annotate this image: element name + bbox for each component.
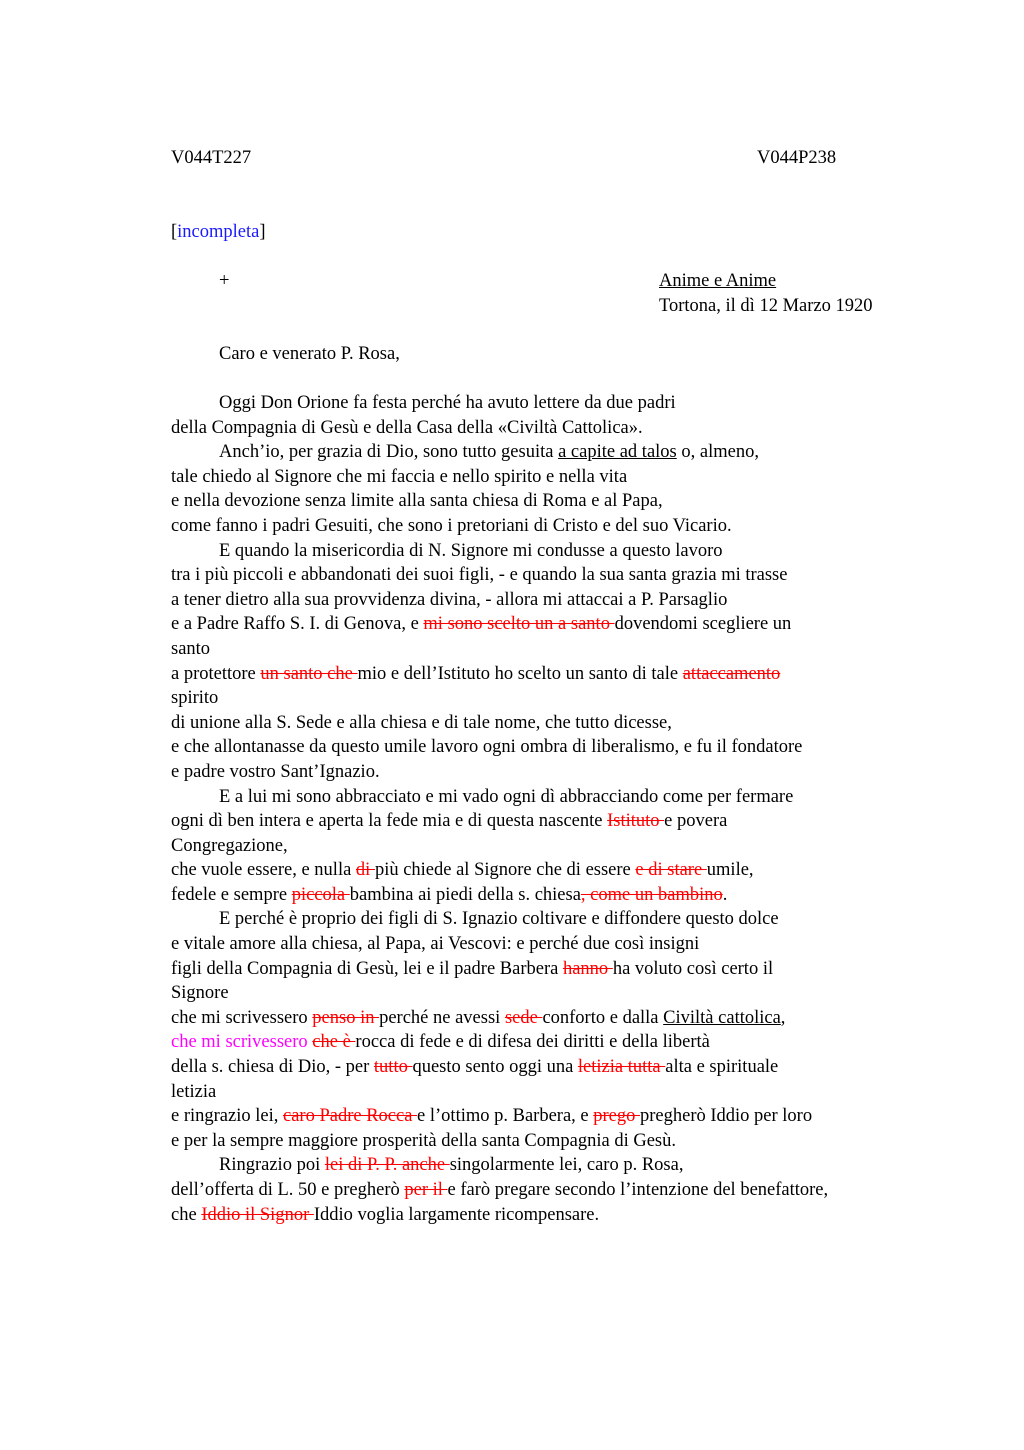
place-date: Tortona, il dì 12 Marzo 1920 (659, 295, 873, 316)
text-segment: bambina ai piedi della s. chiesa (349, 884, 581, 905)
deleted-text: Iddio il Signor (201, 1204, 314, 1225)
deleted-text: Istituto (607, 811, 665, 832)
text-segment: letizia (171, 1081, 217, 1102)
text-segment: che mi scrivessero (171, 1007, 313, 1028)
note-open-bracket: [ (171, 222, 178, 242)
letter-line (171, 588, 911, 613)
text-segment: e l’ottimo p. Barbera, e (417, 1106, 594, 1127)
inserted-text: che mi scrivessero (171, 1032, 313, 1053)
text-segment: Oggi Don Orione fa festa perché ha avuto lettere da due padri (219, 393, 676, 413)
deleted-text: caro Padre Rocca (282, 1106, 418, 1127)
deleted-text: sede (504, 1007, 543, 1028)
greeting: Caro e venerato P. Rosa, (219, 344, 400, 364)
letter-line (171, 686, 911, 711)
letter-line (171, 760, 911, 785)
text-segment: umile, (706, 860, 754, 881)
letter-body (171, 391, 911, 1227)
letter-line (171, 489, 911, 514)
text-segment: perché ne avessi (379, 1007, 505, 1028)
letter-header (659, 269, 872, 318)
letter-line (171, 932, 911, 957)
letter-line (171, 1104, 911, 1129)
letter-line (171, 514, 911, 539)
letter-line (171, 465, 911, 490)
text-segment: Ringrazio poi (219, 1155, 325, 1176)
text-segment: E a lui mi sono abbracciato e mi vado ogni dì abbracciando come per fermare (219, 786, 794, 807)
document-code-right: V044P238 (757, 148, 837, 168)
letter-line (171, 1006, 911, 1031)
letter-line (171, 785, 911, 810)
text-segment: della s. chiesa di Dio, - per (171, 1057, 374, 1078)
text-segment: Signore (171, 983, 229, 1004)
text-segment: a tener dietro alla sua provvidenza divina, - allora mi attaccai a P. Parsaglio (171, 589, 728, 610)
text-segment: conforto e dalla (542, 1007, 664, 1028)
letter-line (171, 1203, 911, 1228)
note-label: incompleta (177, 222, 260, 242)
deleted-text: , come un bambino (580, 884, 723, 905)
text-segment: ogni dì ben intera e aperta la fede mia e di questa nascente (171, 811, 608, 832)
text-segment: e ringrazio lei, (171, 1106, 283, 1127)
letter-line (171, 1178, 911, 1203)
text-segment: e povera (664, 811, 728, 832)
motto: Anime e Anime (659, 271, 777, 291)
text-segment: figli della Compagnia di Gesù, lei e il padre Barbera (171, 958, 563, 979)
letter-line (171, 1153, 911, 1178)
deleted-text: tutto (373, 1057, 413, 1078)
deleted-text: prego (593, 1106, 640, 1127)
text-segment: più chiede al Signore che di essere (374, 860, 636, 881)
text-segment: che (171, 1204, 202, 1225)
text-segment: e che allontanasse da questo umile lavoro ogni ombra di liberalismo, e fu il fondatore (171, 737, 803, 758)
text-segment: dell’offerta di L. 50 e pregherò (171, 1180, 405, 1200)
text-segment: e nella devozione senza limite alla santa chiesa di Roma e al Papa, (171, 491, 663, 512)
deleted-text: mi sono scelto un a santo (423, 614, 615, 635)
text-segment: fedele e sempre (171, 884, 292, 905)
text-segment: e farò pregare secondo l’intenzione del benefattore, (447, 1180, 829, 1200)
note-close-bracket: ] (259, 222, 266, 242)
letter-line (171, 907, 911, 932)
incomplete-note (171, 220, 266, 245)
letter-line (171, 539, 911, 564)
text-segment: mio e dell’Istituto ho scelto un santo di tale (357, 663, 683, 684)
letter-line (171, 809, 911, 834)
letter-line (171, 612, 911, 637)
letter-line (171, 662, 911, 687)
text-segment: o, almeno, (676, 442, 759, 463)
text-segment: Anch’io, per grazia di Dio, sono tutto gesuita (219, 442, 559, 463)
text-segment: ha voluto così certo il (612, 958, 774, 979)
text-segment: di unione alla S. Sede e alla chiesa e di tale nome, che tutto dicesse, (171, 712, 672, 733)
text-segment: Congregazione, (171, 835, 288, 856)
text-segment: e padre vostro Sant’Ignazio. (171, 761, 380, 782)
text-segment: e a Padre Raffo S. I. di Genova, e (171, 614, 424, 635)
letter-line (171, 391, 911, 416)
letter-line (171, 1055, 911, 1080)
text-segment: a protettore (171, 663, 261, 684)
deleted-text: hanno (562, 958, 613, 979)
letter-line (171, 440, 911, 465)
deleted-text: attaccamento (682, 663, 781, 684)
deleted-text: lei di P. P. anche (324, 1155, 450, 1176)
deleted-text: un santo che (260, 663, 358, 684)
deleted-text: per il (404, 1180, 448, 1200)
letter-line (171, 563, 911, 588)
text-segment: questo sento oggi una (412, 1057, 578, 1078)
text-segment: , (780, 1007, 786, 1028)
letter-line (171, 735, 911, 760)
letter-line (171, 858, 911, 883)
letter-line (171, 711, 911, 736)
deleted-text: piccola (291, 884, 350, 905)
deleted-text: che è (312, 1032, 356, 1053)
text-segment: e per la sempre maggiore prosperità della santa Compagnia di Gesù. (171, 1130, 676, 1151)
text-segment: santo (171, 638, 211, 659)
text-segment: che vuole essere, e nulla (171, 860, 356, 881)
deleted-text: letizia tutta (577, 1057, 666, 1078)
text-segment: della Compagnia di Gesù e della Casa della «Civiltà Cattolica». (171, 417, 643, 438)
letter-line (171, 1129, 911, 1154)
letter-line (171, 883, 911, 908)
letter-line (171, 637, 911, 662)
text-segment: pregherò Iddio per loro (640, 1106, 813, 1127)
underlined-text: Civiltà cattolica (663, 1007, 781, 1028)
letter-line (171, 834, 911, 859)
underlined-text: a capite ad talos (558, 442, 677, 463)
text-segment: e vitale amore alla chiesa, al Papa, ai Vescovi: e perché due così insigni (171, 934, 700, 955)
text-segment: tale chiedo al Signore che mi faccia e nello spirito e nella vita (171, 466, 628, 487)
text-segment: rocca di fede e di difesa dei diritti e della libertà (355, 1032, 710, 1053)
text-segment: . (722, 884, 728, 905)
letter-line (171, 957, 911, 982)
text-segment: dovendomi scegliere un (614, 614, 792, 635)
text-segment: come fanno i padri Gesuiti, che sono i pretoriani di Cristo e del suo Vicario. (171, 515, 732, 536)
text-segment: spirito (171, 688, 219, 709)
text-segment: alta e spirituale (665, 1057, 779, 1078)
cross-symbol: + (219, 271, 230, 291)
deleted-text: e di stare (635, 860, 707, 881)
letter-line (171, 1080, 911, 1105)
text-segment: E quando la misericordia di N. Signore mi condusse a questo lavoro (219, 540, 723, 561)
document-code-left: V044T227 (171, 148, 252, 168)
text-segment: singolarmente lei, caro p. Rosa, (449, 1155, 684, 1176)
letter-line (171, 981, 911, 1006)
text-segment: Iddio voglia largamente ricompensare. (313, 1204, 600, 1225)
text-segment: E perché è proprio dei figli di S. Ignazio coltivare e diffondere questo dolce (219, 909, 779, 930)
deleted-text: penso in (312, 1007, 380, 1028)
letter-line (171, 1030, 911, 1055)
deleted-text: di (355, 860, 375, 881)
text-segment: tra i più piccoli e abbandonati dei suoi figli, - e quando la sua santa grazia mi trasse (171, 565, 788, 586)
letter-line (171, 416, 911, 441)
